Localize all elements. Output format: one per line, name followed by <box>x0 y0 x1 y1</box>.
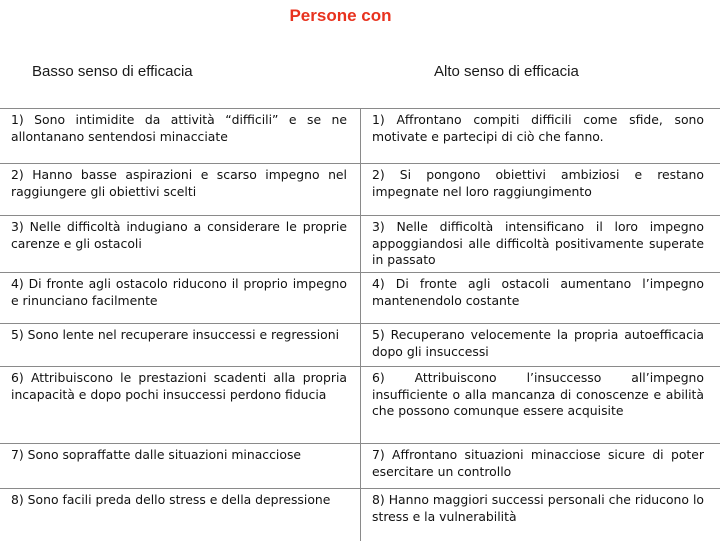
table-cell-high: 4) Di fronte agli ostacoli aumentano l’impegno mantenendolo costante <box>361 273 720 324</box>
table-cell-high: 2) Si pongono obiettivi ambiziosi e restano impegnate nel loro raggiungimento <box>361 164 720 216</box>
table-cell-low: 7) Sono sopraffatte dalle situazioni minacciose <box>0 444 361 489</box>
page-title: Persone con <box>0 6 681 26</box>
table-cell-high: 7) Affrontano situazioni minacciose sicure di poter esercitare un controllo <box>361 444 720 489</box>
table-cell-low: 8) Sono facili preda dello stress e della depressione <box>0 489 361 541</box>
table-cell-low: 2) Hanno basse aspirazioni e scarso impegno nel raggiungere gli obiettivi scelti <box>0 164 361 216</box>
table-row <box>0 216 720 273</box>
table-cell-low: 4) Di fronte agli ostacolo riducono il proprio impegno e rinunciano facilmente <box>0 273 361 324</box>
table-cell-high: 5) Recuperano velocemente la propria autoefficacia dopo gli insuccessi <box>361 324 720 367</box>
table-cell-high: 6) Attribuiscono l’insuccesso all’impegno insufficiente o alla mancanza di conoscenze e abilità che possono comunque essere acquisite <box>361 367 720 444</box>
table-cell-low: 5) Sono lente nel recuperare insuccessi e regressioni <box>0 324 361 367</box>
column-header-low-efficacy: Basso senso di efficacia <box>32 63 193 80</box>
table-cell-low: 1) Sono intimidite da attività “difficili” e se ne allontanano sentendosi minacciate <box>0 109 361 164</box>
table-row <box>0 489 720 541</box>
comparison-table <box>0 108 720 541</box>
table-row <box>0 367 720 444</box>
table-cell-high: 8) Hanno maggiori successi personali che riducono lo stress e la vulnerabilità <box>361 489 720 541</box>
table-cell-high: 3) Nelle difficoltà intensificano il loro impegno appoggiandosi alle difficoltà positivamente superate in passato <box>361 216 720 273</box>
table-cell-low: 3) Nelle difficoltà indugiano a considerare le proprie carenze e gli ostacoli <box>0 216 361 273</box>
table-row <box>0 273 720 324</box>
table-cell-high: 1) Affrontano compiti difficili come sfide, sono motivate e partecipi di ciò che fanno. <box>361 109 720 164</box>
table-row <box>0 109 720 164</box>
table-cell-low: 6) Attribuiscono le prestazioni scadenti alla propria incapacità e dopo pochi insuccessi perdono fiducia <box>0 367 361 444</box>
table-row <box>0 324 720 367</box>
column-header-high-efficacy: Alto senso di efficacia <box>434 63 579 80</box>
table-row <box>0 444 720 489</box>
table-row <box>0 164 720 216</box>
